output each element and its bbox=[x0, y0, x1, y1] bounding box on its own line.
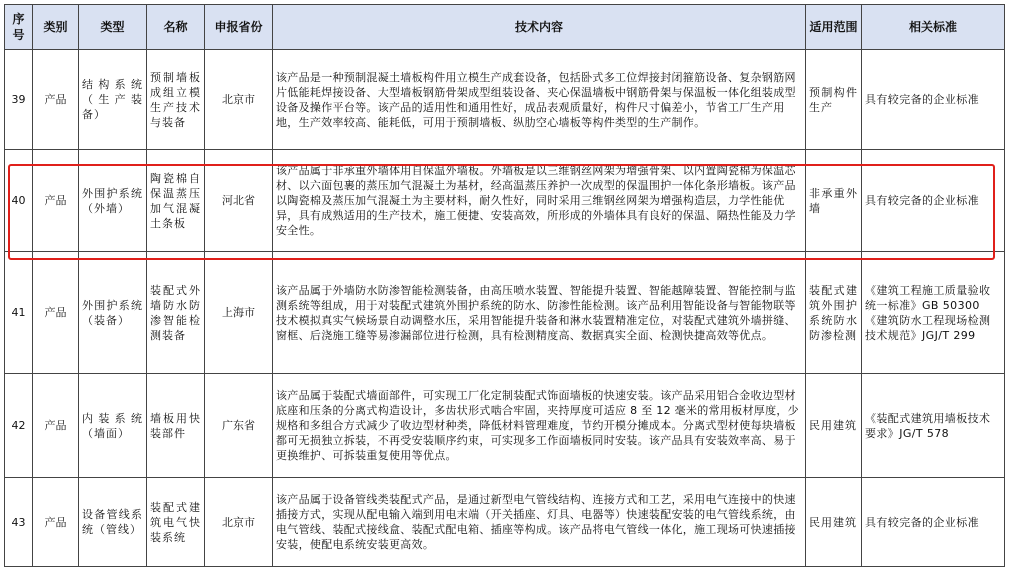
cell-province: 上海市 bbox=[205, 252, 273, 374]
cell-standard: 具有较完备的企业标准 bbox=[862, 50, 1005, 150]
cell-type: 外围护系统（装备） bbox=[79, 252, 147, 374]
cell-standard: 《建筑工程施工质量验收统一标准》GB 50300《建筑防水工程现场检测技术规范》JGJ/T 299 bbox=[862, 252, 1005, 374]
table-row bbox=[5, 50, 1005, 150]
header-no: 序号 bbox=[5, 5, 33, 50]
cell-name: 装配式外墙防水防渗智能检测装备 bbox=[147, 252, 205, 374]
cell-name: 预制墙板成组立模生产技术与装备 bbox=[147, 50, 205, 150]
cell-no: 42 bbox=[5, 374, 33, 478]
header-name: 名称 bbox=[147, 5, 205, 50]
cell-province: 北京市 bbox=[205, 50, 273, 150]
cell-no: 41 bbox=[5, 252, 33, 374]
cell-tech: 该产品属于非承重外墙体用自保温外墙板。外墙板是以三维钢丝网架为增强骨架、以内置陶瓷棉为保温芯材、以六面包裹的蒸压加气混凝土为基材，经高温蒸压养护一次成型的保温围护一体化条形墙板。该产品以陶瓷棉及蒸压加气混凝土为主要材料，耐久性好，同时采用三维钢丝网架为增强构造层，力学性能优异，具有成熟适用的生产技术，施工便捷、安装高效，所形成的外墙体具有良好的保温、隔热性能及力学安全性。 bbox=[273, 150, 806, 252]
cell-name: 装配式建筑电气快装系统 bbox=[147, 478, 205, 567]
cell-standard: 《装配式建筑用墙板技术要求》JG/T 578 bbox=[862, 374, 1005, 478]
header-tech: 技术内容 bbox=[273, 5, 806, 50]
header-type: 类型 bbox=[79, 5, 147, 50]
cell-category: 产品 bbox=[33, 374, 79, 478]
cell-tech: 该产品是一种预制混凝土墙板构件用立模生产成套设备，包括卧式多工位焊接封闭箍筋设备、复杂钢筋网片低能耗焊接设备、大型墙板钢筋骨架成型组装设备、夹心保温墙板中钢筋骨架与保温板一体化组装成型设备及操作平台等。该产品的适用性和通用性好，成品表观质量好，构件尺寸偏差小，节省工厂生产用地，生产效率较高、能耗低，可用于预制墙板、纵肋空心墙板等构件类型的生产制作。 bbox=[273, 50, 806, 150]
header-category: 类别 bbox=[33, 5, 79, 50]
cell-category: 产品 bbox=[33, 50, 79, 150]
header-row bbox=[5, 5, 1005, 50]
table-row bbox=[5, 478, 1005, 567]
cell-type: 结构系统（生产装备） bbox=[79, 50, 147, 150]
cell-province: 北京市 bbox=[205, 478, 273, 567]
cell-tech: 该产品属于外墙防水防渗智能检测装备，由高压喷水装置、智能提升装置、智能越障装置、智能控制与监测系统等组成，用于对装配式建筑外围护系统的防水、防渗性能检测。该产品利用智能设备与智能物联等技术模拟真实气候场景自动调整水压，采用智能提升装备和淋水装置精准定位，对装配式建筑外墙拼缝、窗框、后浇施工缝等易渗漏部位进行检测，具有检测精度高、数据真实全面、检测快捷高效等优点。 bbox=[273, 252, 806, 374]
cell-no: 40 bbox=[5, 150, 33, 252]
cell-category: 产品 bbox=[33, 478, 79, 567]
cell-name: 陶瓷棉自保温蒸压加气混凝土条板 bbox=[147, 150, 205, 252]
cell-standard: 具有较完备的企业标准 bbox=[862, 150, 1005, 252]
cell-standard: 具有较完备的企业标准 bbox=[862, 478, 1005, 567]
header-standard: 相关标准 bbox=[862, 5, 1005, 50]
cell-type: 外围护系统（外墙） bbox=[79, 150, 147, 252]
cell-province: 广东省 bbox=[205, 374, 273, 478]
cell-no: 39 bbox=[5, 50, 33, 150]
cell-province: 河北省 bbox=[205, 150, 273, 252]
header-province: 申报省份 bbox=[205, 5, 273, 50]
cell-name: 墙板用快装部件 bbox=[147, 374, 205, 478]
cell-scope: 装配式建筑外围护系统防水防渗检测 bbox=[806, 252, 862, 374]
cell-no: 43 bbox=[5, 478, 33, 567]
cell-type: 内装系统（墙面） bbox=[79, 374, 147, 478]
table-row-highlighted bbox=[5, 150, 1005, 252]
table-row bbox=[5, 374, 1005, 478]
cell-category: 产品 bbox=[33, 150, 79, 252]
cell-type: 设备管线系统（管线） bbox=[79, 478, 147, 567]
tech-products-table bbox=[4, 4, 1005, 567]
cell-scope: 民用建筑 bbox=[806, 374, 862, 478]
cell-scope: 民用建筑 bbox=[806, 478, 862, 567]
cell-tech: 该产品属于设备管线类装配式产品，是通过新型电气管线结构、连接方式和工艺，采用电气连接中的快速插接方式，实现从配电输入端到用电末端（开关插座、灯具、电器等）快速装配安装的电气管线系统，由电气管线、装配式接线盒、装配式配电箱、插座等构成。该产品将电气管线一体化，施工现场可快速插接安装，使配电系统安装更高效。 bbox=[273, 478, 806, 567]
table-row bbox=[5, 252, 1005, 374]
cell-category: 产品 bbox=[33, 252, 79, 374]
cell-scope: 预制构件生产 bbox=[806, 50, 862, 150]
header-scope: 适用范围 bbox=[806, 5, 862, 50]
cell-tech: 该产品属于装配式墙面部件，可实现工厂化定制装配式饰面墙板的快速安装。该产品采用铝合金收边型材底座和压条的分离式构造设计，多齿状形式啮合牢固，夹持厚度可适应 8 至 12 毫米的常用板材厚度，少规格和多组合方式减少了收边型材种类，降低材料管理难度，节约开模分摊成本。分离式型材使每块墙板都可无损独立拆装，不再受安装顺序约束，可实现多工作面墙板同时安装。该产品具有安装效率高、易于更换维护、可拆装重复使用等优点。 bbox=[273, 374, 806, 478]
cell-scope: 非承重外墙 bbox=[806, 150, 862, 252]
